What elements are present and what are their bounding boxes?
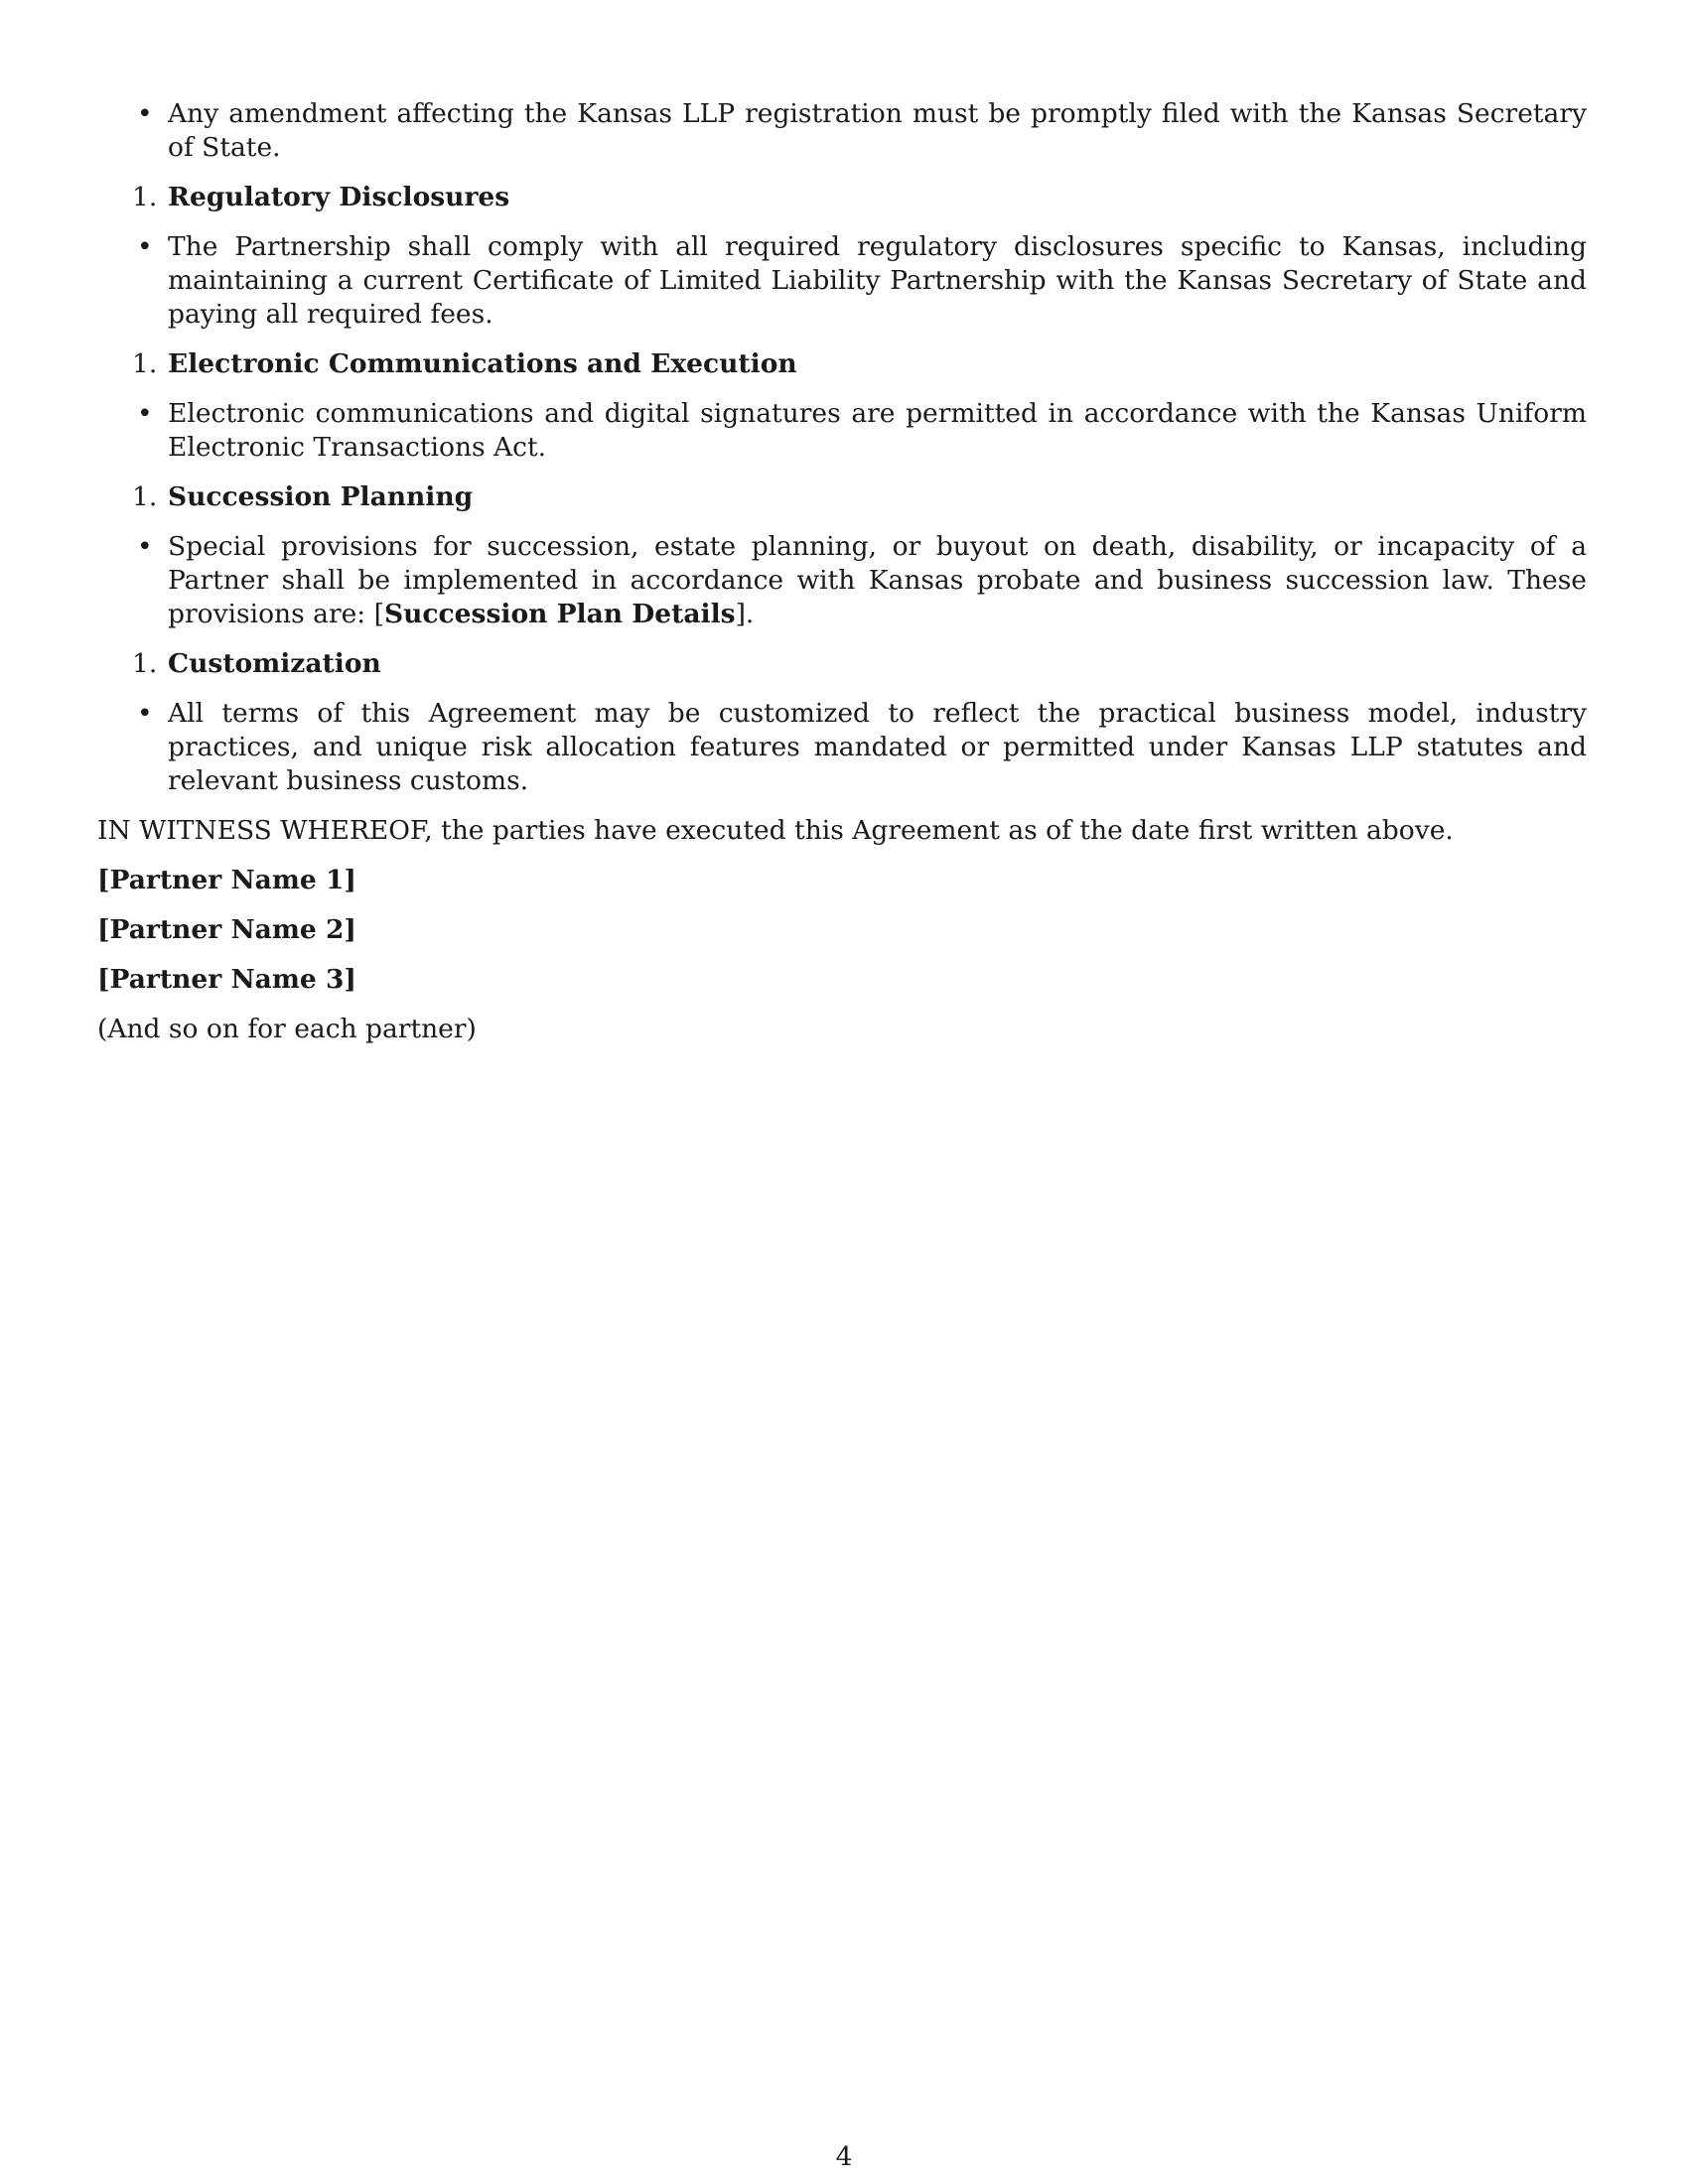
succession-text-end: ]. xyxy=(735,599,755,629)
list-item xyxy=(97,97,1587,165)
bullet-icon: • xyxy=(137,231,153,262)
section-number: 1. xyxy=(132,648,158,679)
list-item xyxy=(97,530,1587,631)
amendment-text: Any amendment affecting the Kansas LLP registration must be promptly filed with the Kansas Secretary of State. xyxy=(168,98,1587,163)
bullet-icon: • xyxy=(137,98,153,129)
section-heading xyxy=(97,347,1587,381)
closing-note: (And so on for each partner) xyxy=(97,1014,477,1044)
bullet-icon: • xyxy=(137,398,153,429)
section-number: 1. xyxy=(132,481,158,512)
section-number: 1. xyxy=(132,348,158,379)
list-item xyxy=(97,230,1587,332)
witness-clause: IN WITNESS WHEREOF, the parties have executed this Agreement as of the date first written above. xyxy=(97,815,1454,846)
section-heading xyxy=(97,647,1587,681)
section-title: Customization xyxy=(168,648,381,679)
electronic-text: Electronic communications and digital signatures are permitted in accordance with the Kansas Uniform Electronic Transactions Act. xyxy=(168,398,1587,463)
regulatory-text: The Partnership shall comply with all required regulatory disclosures specific to Kansas, including maintaining a current Certificate of Limited Liability Partnership with the Kansas Secretary of State and paying all required fees. xyxy=(168,231,1587,330)
section-title: Electronic Communications and Execution xyxy=(168,348,797,379)
bullet-icon: • xyxy=(137,698,153,729)
partner-signature-3: [Partner Name 3] xyxy=(97,964,356,995)
section-title: Succession Planning xyxy=(168,481,474,512)
bullet-icon: • xyxy=(137,531,153,562)
list-item xyxy=(97,397,1587,465)
partner-signature-2: [Partner Name 2] xyxy=(97,914,356,945)
section-heading xyxy=(97,480,1587,514)
section-title: Regulatory Disclosures xyxy=(168,182,510,212)
succession-placeholder: Succession Plan Details xyxy=(384,599,736,629)
section-heading xyxy=(97,181,1587,214)
customization-text: All terms of this Agreement may be customized to reflect the practical business model, industry practices, and unique risk allocation features mandated or permitted under Kansas LLP statutes and relevant business customs. xyxy=(168,698,1587,796)
section-number: 1. xyxy=(132,182,158,212)
list-item xyxy=(97,697,1587,798)
partner-signature-1: [Partner Name 1] xyxy=(97,865,356,895)
document-page xyxy=(97,97,1587,1046)
page-number: 4 xyxy=(835,2141,853,2172)
succession-text: Special provisions for succession, estate planning, or buyout on death, disability, or incapacity of a Partner shall be implemented in accordance with Kansas probate and business succession law. These provisions are: [ xyxy=(168,531,1587,629)
